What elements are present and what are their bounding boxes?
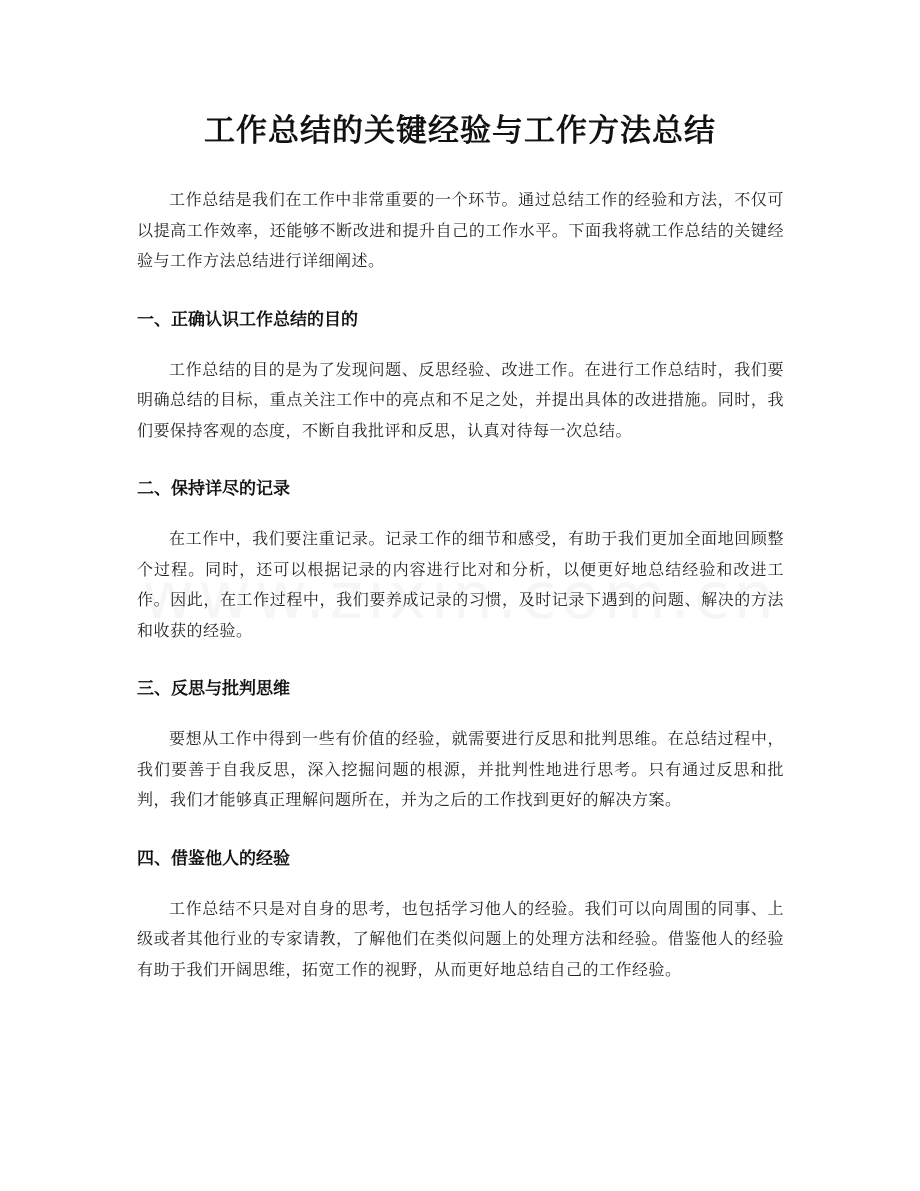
intro-paragraph: 工作总结是我们在工作中非常重要的一个环节。通过总结工作的经验和方法，不仅可以提高工作效率，还能够不断改进和提升自己的工作水平。下面我将就工作总结的关键经验与工作方法总结进行详细阐述。 <box>137 190 784 270</box>
section-3 <box>137 674 784 816</box>
section-1 <box>137 305 784 447</box>
section-4 <box>137 844 784 986</box>
document-body <box>137 185 784 985</box>
section-paragraph: 工作总结的目的是为了发现问题、反思经验、改进工作。在进行工作总结时，我们要明确总结的目标，重点关注工作中的亮点和不足之处，并提出具体的改进措施。同时，我们要保持客观的态度，不断自我批评和反思，认真对待每一次总结。 <box>137 359 784 440</box>
section-2 <box>137 474 784 646</box>
section-heading: 一、正确认识工作总结的目的 <box>137 309 358 330</box>
document-title: 工作总结的关键经验与工作方法总结 <box>204 113 716 149</box>
section-paragraph: 在工作中，我们要注重记录。记录工作的细节和感受，有助于我们更加全面地回顾整个过程。同时，还可以根据记录的内容进行比对和分析，以便更好地总结经验和改进工作。因此，在工作过程中，我们要养成记录的习惯，及时记录下遇到的问题、解决的方法和收获的经验。 <box>137 529 784 640</box>
section-heading: 四、借鉴他人的经验 <box>137 848 290 869</box>
section-heading: 二、保持详尽的记录 <box>137 479 290 499</box>
section-heading: 三、反思与批判思维 <box>137 679 290 699</box>
section-paragraph: 工作总结不只是对自身的思考，也包括学习他人的经验。我们可以向周围的同事、上级或者其他行业的专家请教，了解他们在类似问题上的处理方法和经验。借鉴他人的经验有助于我们开阔思维，拓宽工作的视野，从而更好地总结自己的工作经验。 <box>137 898 784 979</box>
section-paragraph: 要想从工作中得到一些有价值的经验，就需要进行反思和批判思维。在总结过程中，我们要善于自我反思，深入挖掘问题的根源，并批判性地进行思考。只有通过反思和批判，我们才能够真正理解问题所在，并为之后的工作找到更好的解决方案。 <box>137 729 784 809</box>
